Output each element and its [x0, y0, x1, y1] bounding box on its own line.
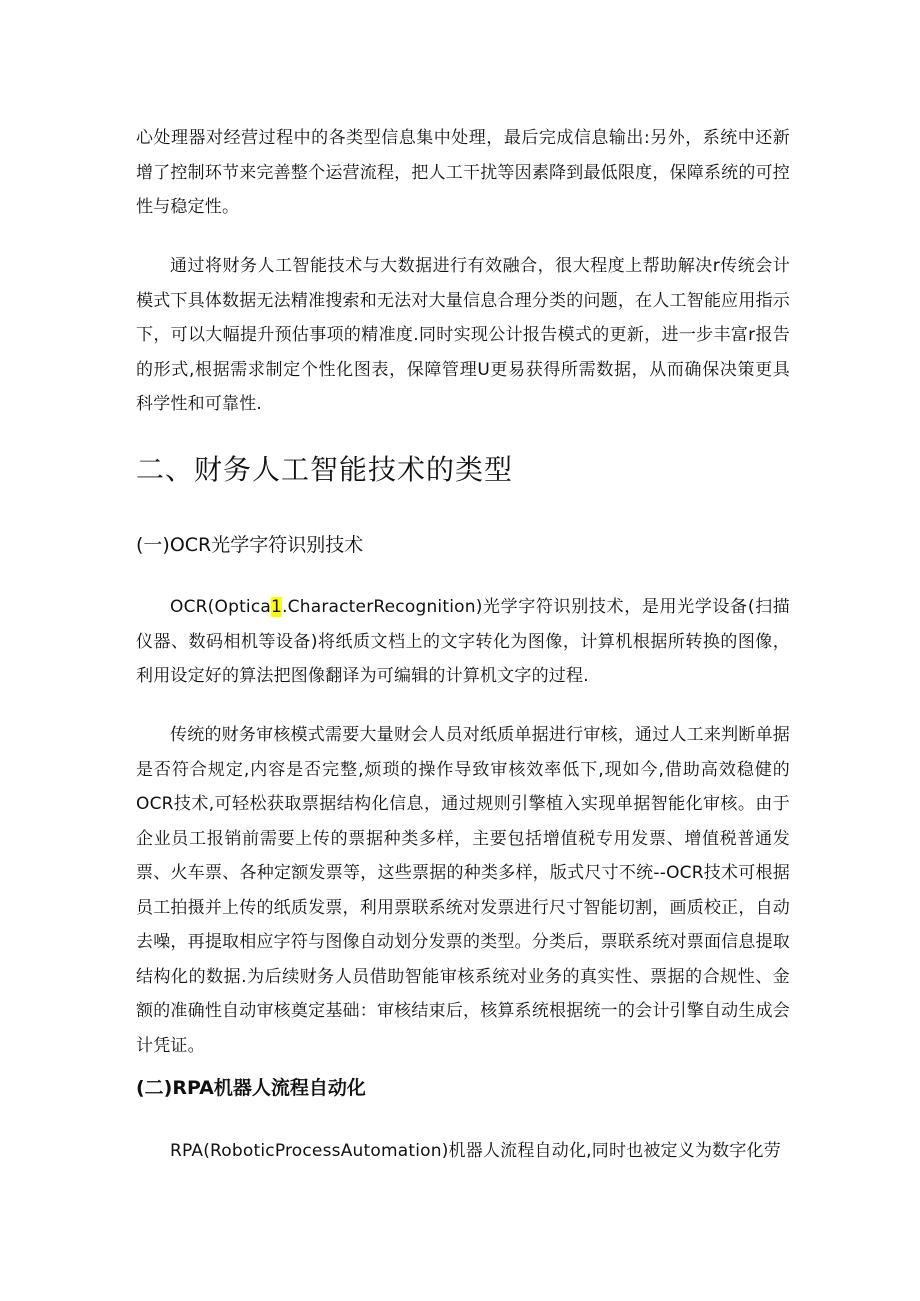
ocr-definition-text-rest: .CharacterRecognition)光学字符识别技术，是用光学设备(扫描仪器、数码相机等设备)将纸质文档上的文字转化为图像，计算机根据所转换的图像，利用设定好的算法把图像翻译为可编辑的计算机文字的过程.	[136, 597, 790, 686]
highlighted-text: 1	[271, 597, 283, 617]
ocr-definition-text-start: OCR(Optica	[170, 597, 272, 617]
paragraph-financial-audit: 传统的财务审核模式需要大量财会人员对纸质单据进行审核，通过人工来判断单据是否符合规定,内容是否完整,烦琐的操作导致审核效率低下,现如今,借助高效稳健的OCR技术,可轻松获取票据结构化信息，通过规则引擎植入实现单据智能化审核。由于企业员工报销前需要上传的票据种类多样，主要包括增值税专用发票、增值税普通发票、火车票、各种定额发票等，这些票据的种类多样，版式尺寸不统--OCR技术可根据员工拍摄并上传的纸质发票，利用票联系统对发票进行尺寸智能切割，画质校正，自动去噪，再提取相应字符与图像自动划分发票的类型。分类后，票联系统对票面信息提取结构化的数据.为后续财务人员借助智能审核系统对业务的真实性、票据的合规性、金额的准确性自动审核奠定基础：审核结束后，核算系统根据统一的会计引擎自动生成会计凭证。	[136, 725, 790, 1056]
subsection-heading-rpa: (二)RPA机器人流程自动化	[136, 1077, 366, 1099]
paragraph-system-control: 心处理器对经营过程中的各类型信息集中处理，最后完成信息输出:另外，系统中还新增了控制环节来完善整个运营流程，把人工干扰等因素降到最低限度，保障系统的可控性与稳定性。	[136, 128, 790, 217]
subsection-heading-ocr: (一)OCR光学字符识别技术	[136, 534, 364, 556]
paragraph-ai-big-data: 通过将财务人工智能技术与大数据进行有效融合，很大程度上帮助解决r传统会计模式下具体数据无法精准搜索和无法对大量信息合理分类的问题，在人工智能应用指示下，可以大幅提升预估事项的精准度.同时实现公计报告模式的更新，进一步丰富r报告的形式,根据需求制定个性化图表，保障管理U更易获得所需数据，从而确保决策更具科学性和可靠性.	[136, 256, 790, 414]
section-heading-ai-types: 二、财务人工智能技术的类型	[136, 453, 514, 486]
paragraph-ocr-definition	[136, 590, 790, 694]
paragraph-rpa-definition: RPA(RoboticProcessAutomation)机器人流程自动化,同时也被定义为数字化劳	[170, 1141, 781, 1161]
